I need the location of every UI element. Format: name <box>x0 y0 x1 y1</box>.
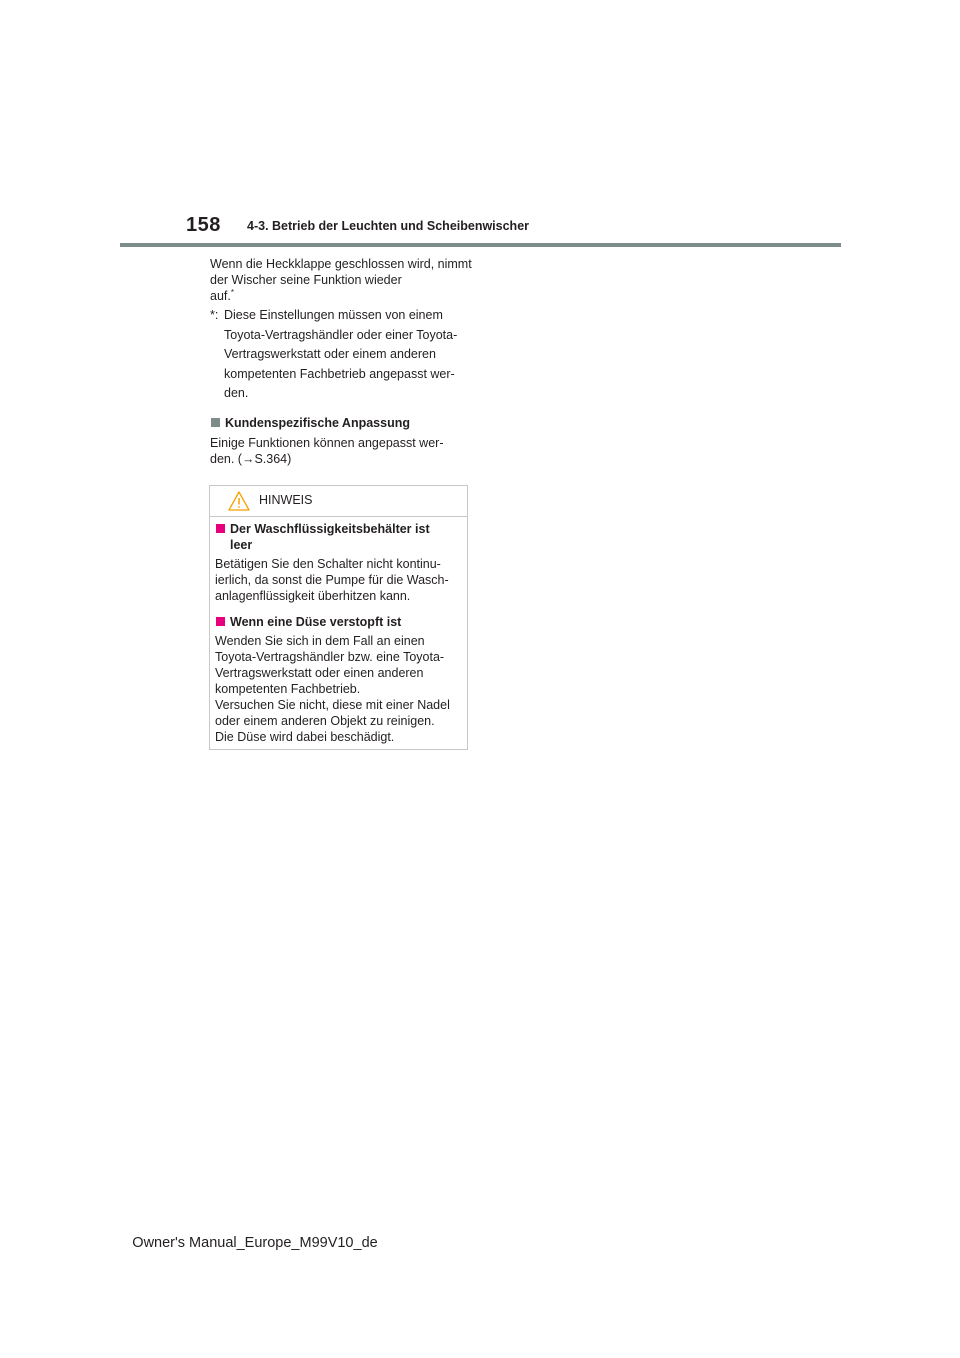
notice-line: Toyota-Vertragshändler bzw. eine Toyota- <box>215 650 445 664</box>
section-title: 4-3. Betrieb der Leuchten und Scheibenwischer <box>247 219 530 233</box>
custom-text <box>210 435 472 467</box>
notice-line: Die Düse wird dabei beschädigt. <box>215 730 395 744</box>
notice-heading-nozzle <box>215 614 459 630</box>
warning-triangle-icon <box>228 491 250 511</box>
main-column <box>210 256 472 404</box>
gray-square-bullet-icon <box>211 418 220 427</box>
notice-body <box>210 517 467 745</box>
pink-square-bullet-icon <box>216 617 225 626</box>
intro-text: Wenn die Heckklappe geschlossen wird, nimmt der Wischer seine Funktion wieder <box>210 257 472 287</box>
page-number: 158 <box>186 214 221 236</box>
heading-line: leer <box>230 538 253 552</box>
notice-heading-nozzle-text: Wenn eine Düse verstopft ist <box>230 615 402 629</box>
notice-line: Versuchen Sie nicht, diese mit einer Nadel <box>215 698 450 712</box>
custom-heading <box>210 415 472 431</box>
pink-square-bullet-icon <box>216 524 225 533</box>
notice-line: anlagenflüssigkeit überhitzen kann. <box>215 589 411 603</box>
footnote-line: Vertragswerkstatt oder einem anderen <box>224 347 436 361</box>
custom-text-line: den. (→S.364) <box>210 452 292 466</box>
footnote <box>210 306 472 404</box>
header-divider <box>120 243 841 247</box>
footnote-line: Toyota-Vertragshändler oder einer Toyota- <box>224 327 458 342</box>
footnote-reference: * <box>230 288 234 297</box>
footnote-mark: *: <box>210 308 219 322</box>
notice-line: oder einem anderen Objekt zu reinigen. <box>215 714 435 728</box>
footnote-line: Diese Einstellungen müssen von einem <box>224 308 443 322</box>
notice-heading-reservoir-text <box>230 521 430 553</box>
heading-line: Der Waschflüssigkeitsbehälter ist <box>230 522 430 536</box>
custom-heading-text: Kundenspezifische Anpassung <box>225 416 410 430</box>
custom-section <box>210 415 472 467</box>
notice-header <box>210 486 467 517</box>
intro-paragraph <box>210 256 472 304</box>
footer-text: Owner's Manual_Europe_M99V10_de <box>132 1235 378 1251</box>
notice-line: ierlich, da sonst die Pumpe für die Wasch- <box>215 573 449 587</box>
footnote-text <box>224 306 457 404</box>
notice-box <box>209 485 468 750</box>
notice-text-nozzle <box>215 633 459 745</box>
custom-text-line: Einige Funktionen können angepasst wer- <box>210 436 444 450</box>
notice-line: kompetenten Fachbetrieb. <box>215 682 361 696</box>
notice-line: Betätigen Sie den Schalter nicht kontinu- <box>215 557 441 571</box>
notice-line: Wenden Sie sich in dem Fall an einen <box>215 634 425 648</box>
notice-title: HINWEIS <box>259 493 313 507</box>
intro-tail: auf. <box>210 289 231 303</box>
notice-heading-reservoir <box>215 521 459 553</box>
notice-text-reservoir <box>215 556 459 604</box>
footnote-line: kompetenten Fachbetrieb angepasst wer- <box>224 366 455 381</box>
footnote-line: den. <box>224 386 249 400</box>
notice-line: Vertragswerkstatt oder einen anderen <box>215 666 424 680</box>
